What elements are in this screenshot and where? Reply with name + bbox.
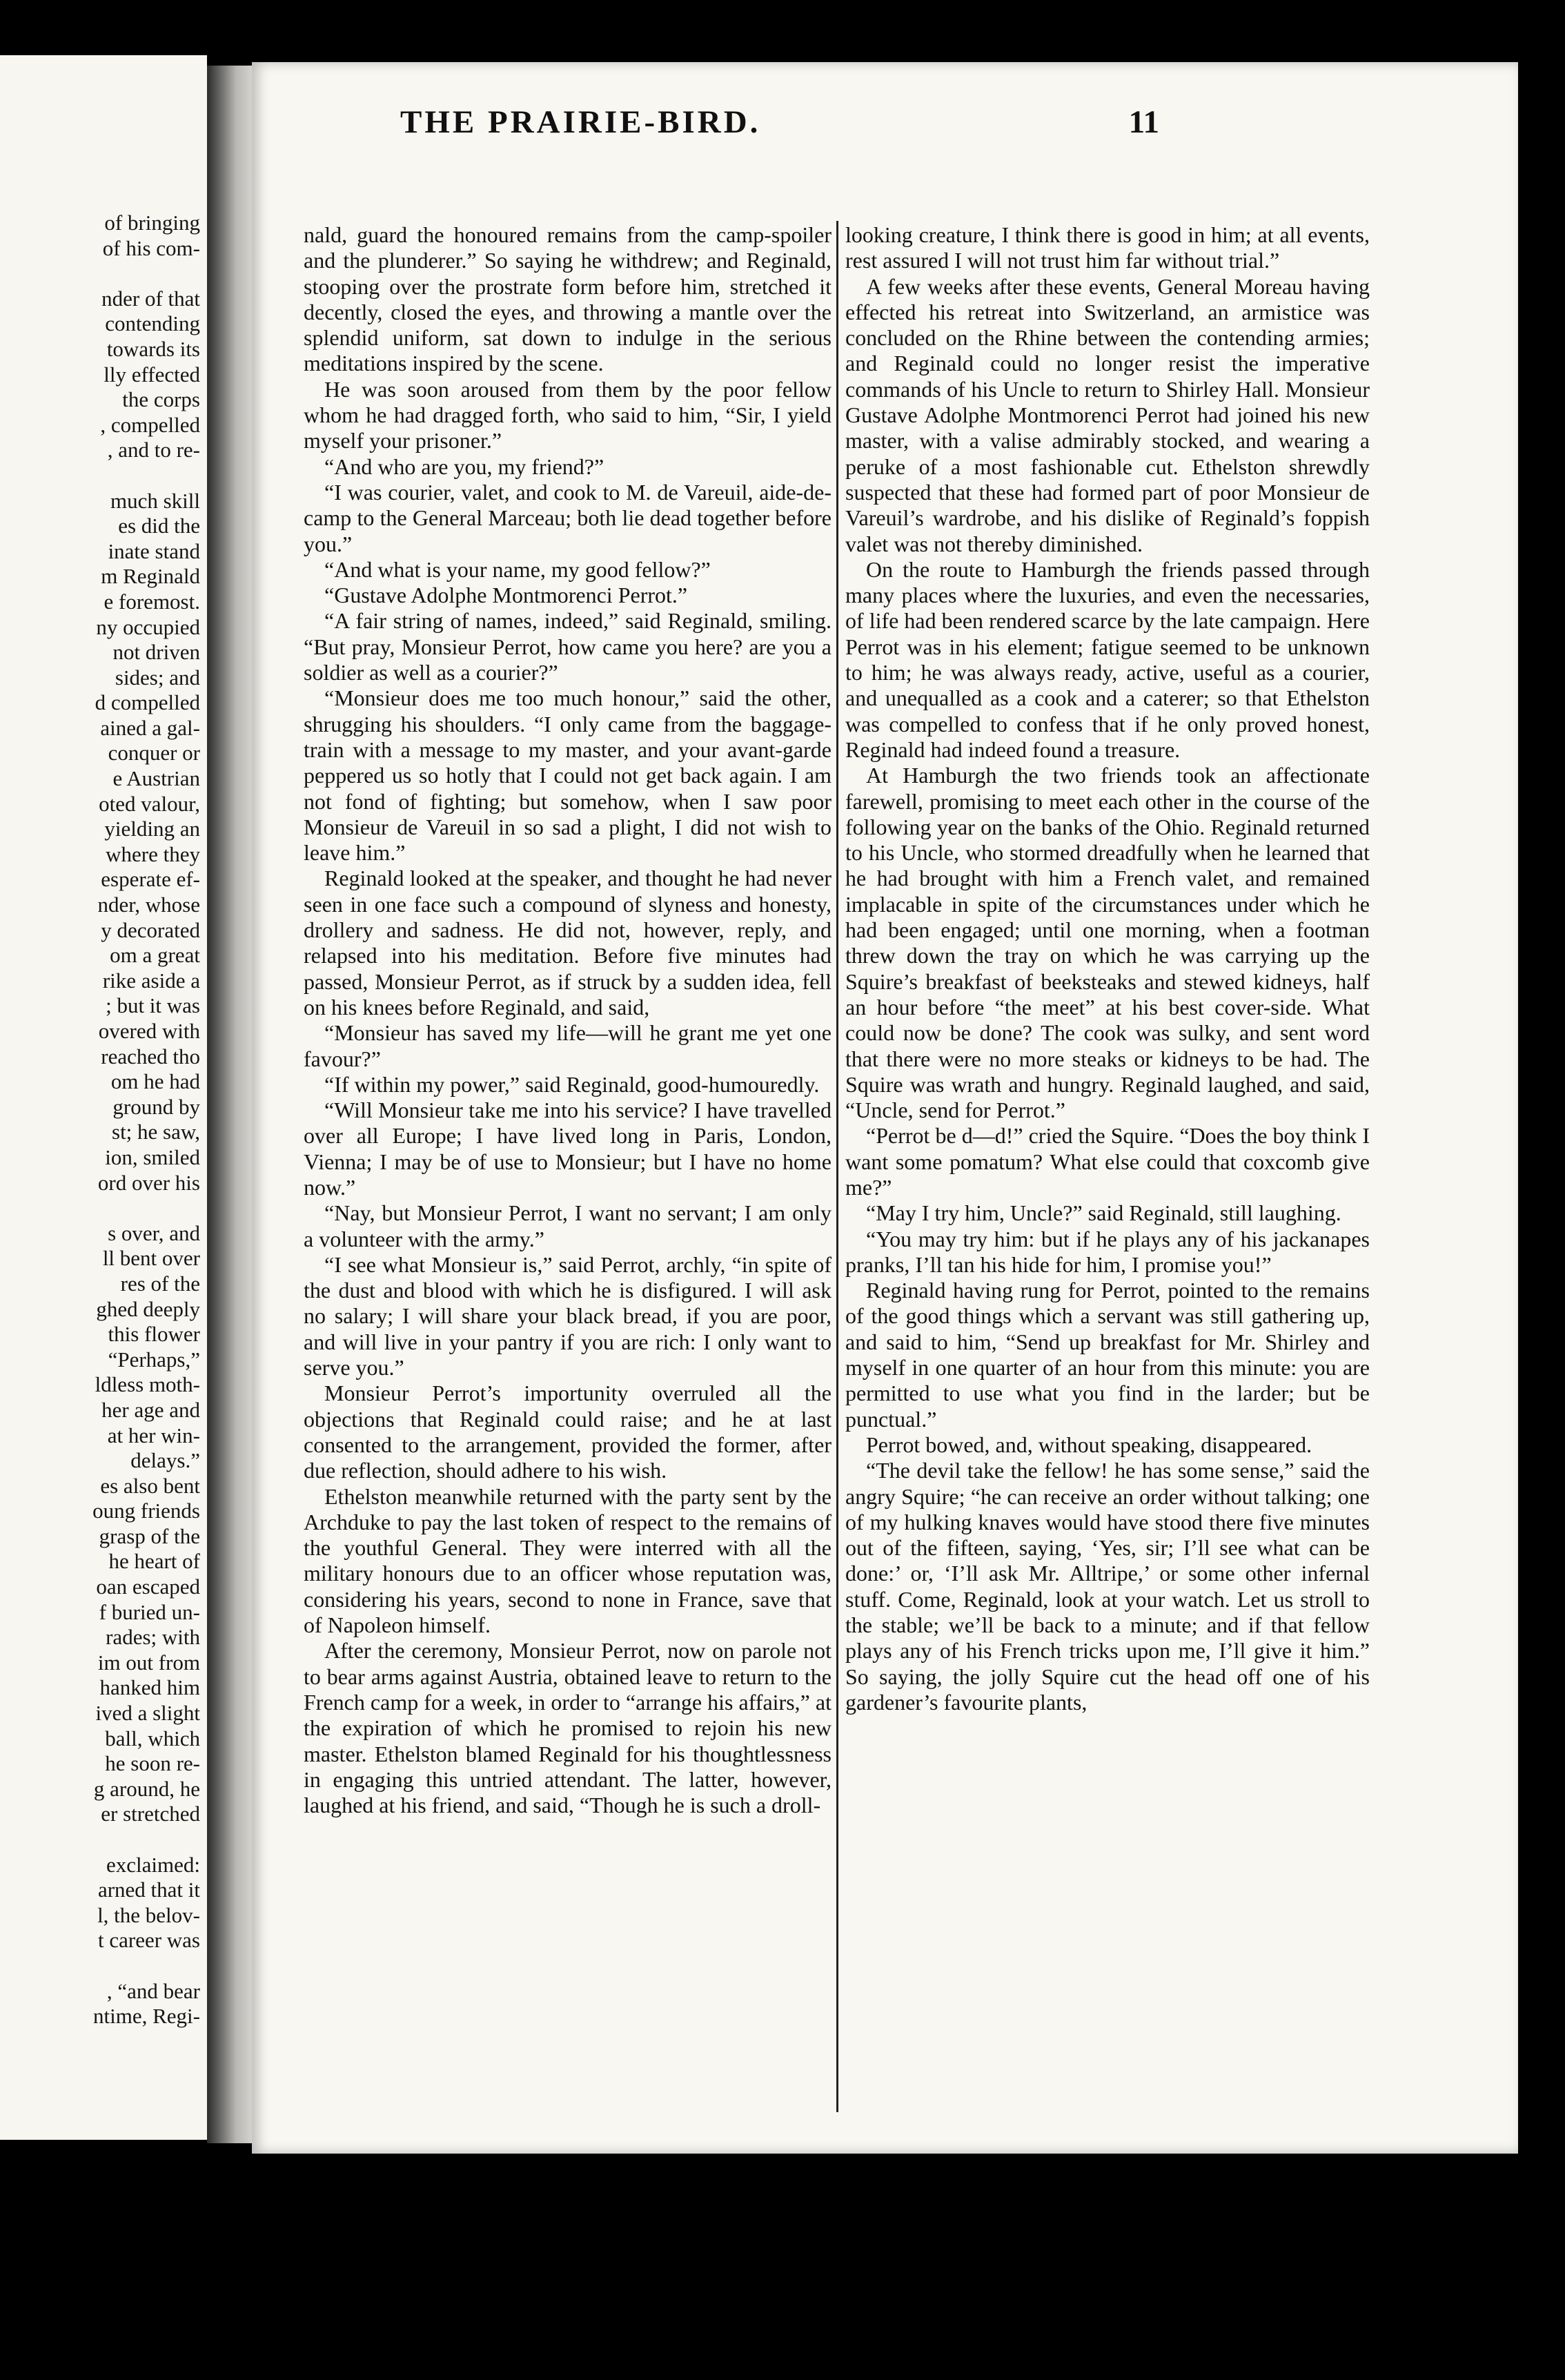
fragment-line: ion, smiled	[105, 1144, 200, 1169]
previous-page-text	[10, 211, 200, 2029]
fragment-line: e Austrian	[112, 766, 200, 791]
fragment-line: g around, he	[93, 1776, 200, 1801]
fragment-line: her age and	[101, 1397, 200, 1422]
fragment-line: esperate ef-	[101, 867, 200, 892]
paragraph: After the ceremony, Monsieur Perrot, now on parole not to bear arms against Austria, obtained leave to return to the French camp for a week, in order to “arrange his affairs,” at the expiration of which he promised to rejoin his new master. Ethelston blamed Reginald for his thoughtlessness in engaging this untried attendant. The latter, however, laughed at his friend, and said, “Though he is such a droll-	[304, 1638, 831, 1818]
paragraph: Reginald having rung for Perrot, pointed to the remains of the good things which a servant was still gathering up, and said to him, “Send up breakfast for Mr. Shirley and myself in one quarter of an hour from this minute: you are permitted to use what you find in the larder; but be punctual.”	[845, 1278, 1370, 1432]
paragraph: Perrot bowed, and, without speaking, disappeared.	[866, 1432, 1312, 1457]
fragment-line: contending	[105, 311, 200, 336]
fragment-line: d compelled	[95, 690, 200, 715]
fragment-line: , “and bear	[106, 1978, 200, 2003]
fragment-line: ldless moth-	[95, 1372, 200, 1397]
fragment-line: ord over his	[97, 1170, 200, 1195]
fragment-line: f buried un-	[99, 1599, 200, 1624]
fragment-line: t career was	[97, 1928, 200, 1953]
fragment-line: ny occupied	[96, 614, 200, 639]
paragraph: Ethelston meanwhile returned with the party sent by the Archduke to pay the last token of respect to the remains of the youthful General. They were interred with all the military honours due to an officer whose reputation was, considering his years, second to none in France, save that of Napoleon himself.	[304, 1483, 831, 1638]
paragraph: “And who are you, my friend?”	[324, 453, 604, 479]
fragment-line: ground by	[112, 1094, 200, 1119]
fragment-line	[10, 463, 200, 489]
running-header	[400, 104, 1159, 145]
fragment-line: st; he saw,	[112, 1120, 200, 1144]
fragment-line: yielding an	[104, 817, 200, 841]
fragment-line: he heart of	[108, 1549, 200, 1574]
fragment-line: om he had	[110, 1069, 200, 1094]
fragment-line: ball, which	[105, 1726, 200, 1750]
paragraph: “You may try him: but if he plays any of his jackanapes pranks, I’ll tan his hide for him, I promise you!”	[845, 1226, 1370, 1277]
paragraph: “Will Monsieur take me into his service? I have travelled over all Europe; I have lived long in Paris, London, Vienna; I may be of use to Monsieur; but I have no home now.”	[304, 1098, 831, 1200]
fragment-line: delays.”	[130, 1448, 200, 1473]
fragment-line: sides; and	[115, 665, 200, 690]
fragment-line: lly effected	[104, 362, 200, 387]
fragment-line: s over, and	[108, 1220, 200, 1245]
fragment-line: conquer or	[108, 741, 200, 765]
fragment-line: , and to re-	[107, 438, 200, 462]
fragment-line: of his com-	[102, 235, 200, 260]
fragment-line: towards its	[106, 336, 200, 361]
paragraph: “The devil take the fellow! he has some sense,” said the angry Squire; “he can receive an order without talking; one of my hulking knaves would have stood there five minutes out of the fifteen, saying, ‘Yes, sir; I’ll see what can be done:’ or, ‘I’ll ask Mr. Alltripe,’ or some other infernal stuff. Come, Reginald, look at your watch. Let us stroll to the stable; we’ll be back to a minute; and if that fellow plays any of his French tricks upon me, I’ll give it him.” So saying, the jolly Squire cut the head off one of his gardener’s favourite plants,	[845, 1458, 1370, 1715]
paragraph: “I was courier, valet, and cook to M. de Vareuil, aide-de-camp to the General Marceau; both lie dead together before you.”	[304, 479, 831, 556]
paragraph: He was soon aroused from them by the poor fellow whom he had dragged forth, who said to him, “Sir, I yield myself your prisoner.”	[304, 376, 831, 453]
fragment-line: oted valour,	[99, 791, 200, 816]
paragraph: “May I try him, Uncle?” said Reginald, still laughing.	[866, 1200, 1341, 1226]
fragment-line: “Perhaps,”	[108, 1347, 200, 1372]
paragraph: “I see what Monsieur is,” said Perrot, archly, “in spite of the dust and blood with which he is disfigured. I will ask no salary; I will share your black bread, if you are poor, and will live in your pantry if you are rich: I only want to serve you.”	[304, 1251, 831, 1381]
paragraph: nald, guard the honoured remains from the camp-spoiler and the plunderer.” So saying he withdrew; and Reginald, stooping over the prostrate form before him, stretched it decently, closed the eyes, and throwing a mantle over the splendid uniform, sat down to indulge in the serious meditations inspired by the scene.	[304, 222, 831, 376]
fragment-line: l, the belov-	[97, 1902, 200, 1927]
fragment-line: rades; with	[106, 1625, 200, 1650]
fragment-line: reached tho	[101, 1044, 200, 1069]
fragment-line: the corps	[122, 387, 200, 412]
paragraph: At Hamburgh the two friends took an affectionate farewell, promising to meet each other in the course of the following year on the banks of the Ohio. Reginald returned to his Uncle, who stormed dreadfully when he learned that he had brought with him a French valet, and remained implacable in spite of the circumstances under which he had been engaged; until one morning, when a footman threw down the tray on which he was carrying up the Squire’s breakfast of beeksteaks and stewed kidneys, half an hour before “the meet” at his best cover-side. What could now be done? The cook was sulky, and sent word that there were no more steaks or kidneys to be had. The Squire was wrath and hungry. Reginald laughed, and said, “Uncle, send for Perrot.”	[845, 763, 1370, 1123]
fragment-line: arned that it	[97, 1877, 200, 1902]
fragment-line	[10, 1953, 200, 1979]
paragraph: “Gustave Adolphe Montmorenci Perrot.”	[324, 583, 688, 608]
fragment-line: es also bent	[100, 1473, 200, 1498]
fragment-line: not driven	[112, 640, 200, 665]
fragment-line: this flower	[108, 1322, 200, 1347]
paragraph: On the route to Hamburgh the friends passed through many places where the luxuries, and even the necessaries, of life had been rendered scarce by the late campaign. Here Perrot was in his element; fatigue seemed to be unknown to him; he was always ready, active, useful as a courier, and unequalled as a cook and a caterer; so that Ethelston was compelled to confess that if he only proved honest, Reginald had indeed found a treasure.	[845, 556, 1370, 762]
fragment-line: ntime, Regi-	[93, 2004, 200, 2029]
column-divider	[836, 221, 838, 2112]
fragment-line: es did the	[118, 514, 200, 538]
paragraph: “Perrot be d—d!” cried the Squire. “Does the boy think I want some pomatum? What else could that coxcomb give me?”	[845, 1123, 1370, 1200]
fragment-line: res of the	[120, 1271, 200, 1296]
fragment-line: , compelled	[100, 412, 200, 437]
fragment-line: y decorated	[101, 917, 200, 942]
book-gutter	[207, 66, 255, 2143]
fragment-line: er stretched	[101, 1802, 200, 1826]
fragment-line: im out from	[97, 1650, 200, 1675]
fragment-line: nder, whose	[97, 892, 200, 917]
fragment-line: where they	[106, 841, 200, 866]
paragraph: “Monsieur does me too much honour,” said the other, shrugging his shoulders. “I only came from the baggage-train with a message to my master, and your avant-garde peppered us so hotly that I could not get back again. I am not fond of fighting; but somehow, when I saw poor Monsieur de Vareuil in so sad a plight, I did not wish to leave him.”	[304, 685, 831, 866]
fragment-line: grasp of the	[99, 1523, 200, 1548]
paragraph: “A fair string of names, indeed,” said Reginald, smiling. “But pray, Monsieur Perrot, how came you here? are you a soldier as well as a courier?”	[304, 608, 831, 685]
fragment-line: ived a slight	[95, 1701, 200, 1726]
fragment-line: of bringing	[104, 211, 200, 235]
fragment-line: exclaimed:	[106, 1852, 200, 1877]
fragment-line: much skill	[110, 488, 200, 513]
text-column-right	[845, 222, 1370, 1715]
paragraph: “Nay, but Monsieur Perrot, I want no servant; I am only a volunteer with the army.”	[304, 1200, 831, 1251]
paragraph: Reginald looked at the speaker, and thought he had never seen in one face such a compound of slyness and honesty, drollery and sadness. He did not, however, reply, and relapsed into his meditation. Before five minutes had passed, Monsieur Perrot, as if struck by a sudden idea, fell on his knees before Reginald, and said,	[304, 866, 831, 1020]
fragment-line: ll bent over	[102, 1246, 200, 1271]
paragraph: “Monsieur has saved my life—will he grant me yet one favour?”	[304, 1020, 831, 1071]
fragment-line: nder of that	[101, 286, 200, 311]
fragment-line: rike aside a	[102, 968, 200, 993]
fragment-line: ained a gal-	[100, 715, 200, 740]
paragraph: “And what is your name, my good fellow?”	[324, 556, 711, 582]
fragment-line	[10, 1827, 200, 1853]
fragment-line: m Reginald	[101, 564, 200, 589]
text-column-left	[304, 222, 831, 1818]
fragment-line: e foremost.	[104, 589, 200, 614]
paragraph: “If within my power,” said Reginald, good-humouredly.	[324, 1071, 820, 1097]
fragment-line	[10, 261, 200, 286]
fragment-line: inate stand	[108, 538, 200, 563]
running-title: THE PRAIRIE-BIRD.	[400, 104, 761, 140]
previous-page	[0, 55, 207, 2140]
fragment-line: oung friends	[92, 1499, 200, 1523]
paragraph: looking creature, I think there is good in him; at all events, rest assured I will not trust him far without trial.”	[845, 222, 1370, 273]
fragment-line: oan escaped	[96, 1574, 200, 1599]
fragment-line: overed with	[98, 1019, 200, 1043]
fragment-line	[10, 1196, 200, 1221]
paragraph: Monsieur Perrot’s importunity overruled all the objections that Reginald could raise; and he at last consented to the arrangement, provided the former, after due reflection, should adhere to his wish.	[304, 1381, 831, 1483]
fragment-line: ghed deeply	[96, 1296, 200, 1321]
paragraph: A few weeks after these events, General Moreau having effected his retreat into Switzerland, an armistice was concluded on the Rhine between the contending armies; and Reginald could no longer resist the imperative commands of his Uncle to return to Shirley Hall. Monsieur Gustave Adolphe Montmorenci Perrot had joined his new master, with a valise admirably stocked, and wearing a peruke of a most fashionable cut. Ethelston shrewdly suspected that these had formed part of poor Monsieur de Vareuil’s wardrobe, and his dislike of Reginald’s foppish valet was not thereby diminished.	[845, 273, 1370, 556]
page-number: 11	[1128, 104, 1159, 140]
fragment-line: at her win-	[107, 1423, 200, 1447]
fragment-line: hanked him	[99, 1675, 200, 1700]
fragment-line: he soon re-	[105, 1751, 200, 1776]
fragment-line: om a great	[110, 943, 200, 968]
fragment-line: ; but it was	[106, 993, 200, 1018]
